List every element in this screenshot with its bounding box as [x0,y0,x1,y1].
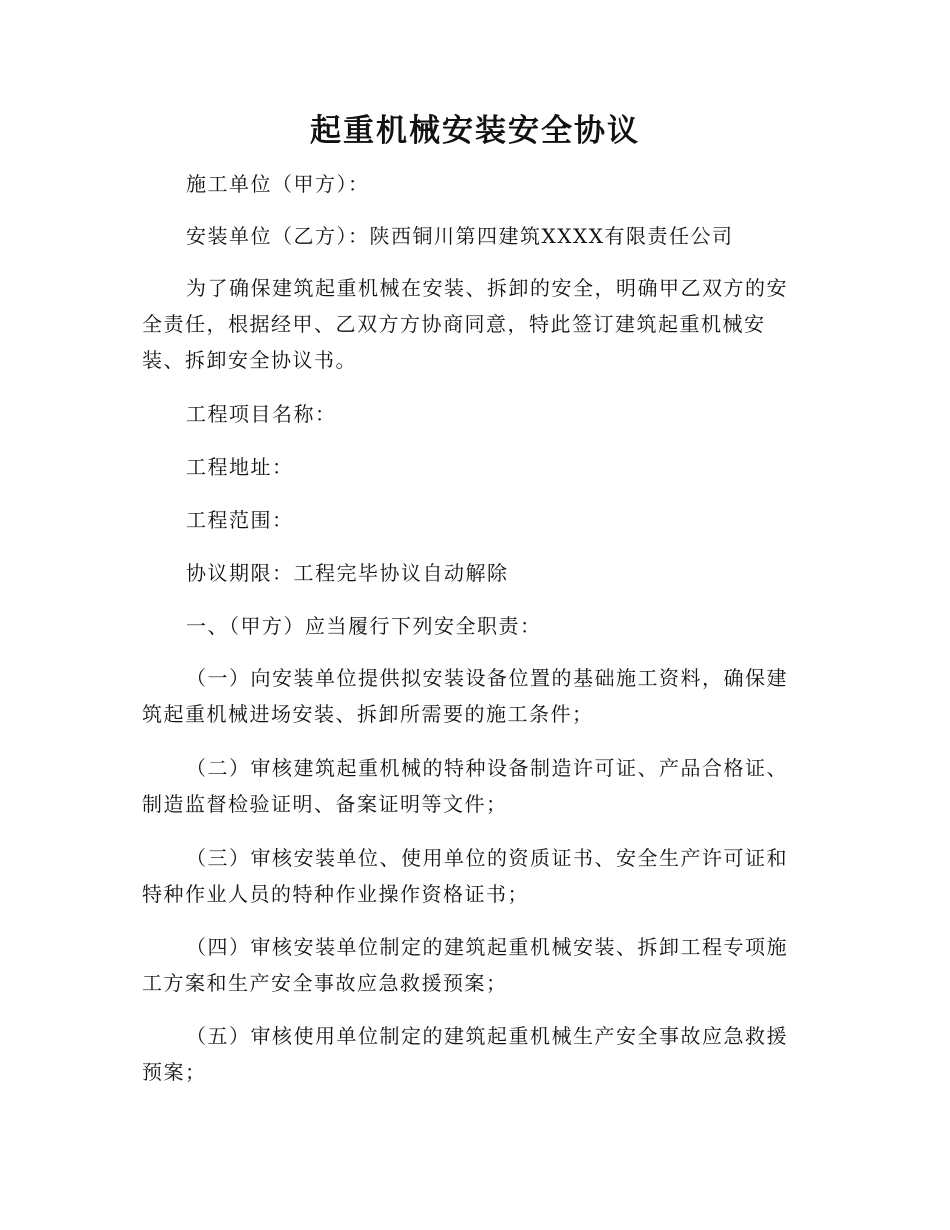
clause-item: （四）审核安装单位制定的建筑起重机械安装、拆卸工程专项施工方案和生产安全事故应急救援预案； [142,935,788,995]
document-title: 起重机械安装安全协议 [310,113,640,149]
clause-item: （五）审核使用单位制定的建筑起重机械生产安全事故应急救援预案； [142,1024,788,1084]
intro-paragraph: 为了确保建筑起重机械在安装、拆卸的安全，明确甲乙双方的安全责任，根据经甲、乙双方方协商同意，特此签订建筑起重机械安装、拆卸安全协议书。 [142,276,788,372]
party-a-line: 施工单位（甲方）： [186,172,370,196]
party-b-line: 安装单位（乙方）：陕西铜川第四建筑XXXX有限责任公司 [186,224,734,248]
project-address-line: 工程地址： [186,455,294,479]
project-scope-line: 工程范围： [186,508,294,532]
clause-item: （二）审核建筑起重机械的特种设备制造许可证、产品合格证、制造监督检验证明、备案证明等文件； [142,756,788,816]
section-1-heading: 一、（甲方）应当履行下列安全职责： [186,614,542,638]
agreement-term-line: 协议期限：工程完毕协议自动解除 [186,561,509,585]
clause-item: （一）向安装单位提供拟安装设备位置的基础施工资料，确保建筑起重机械进场安装、拆卸所需要的施工条件； [142,666,788,726]
project-name-line: 工程项目名称： [186,402,337,426]
clause-item: （三）审核安装单位、使用单位的资质证书、安全生产许可证和特种作业人员的特种作业操作资格证书； [142,846,788,906]
